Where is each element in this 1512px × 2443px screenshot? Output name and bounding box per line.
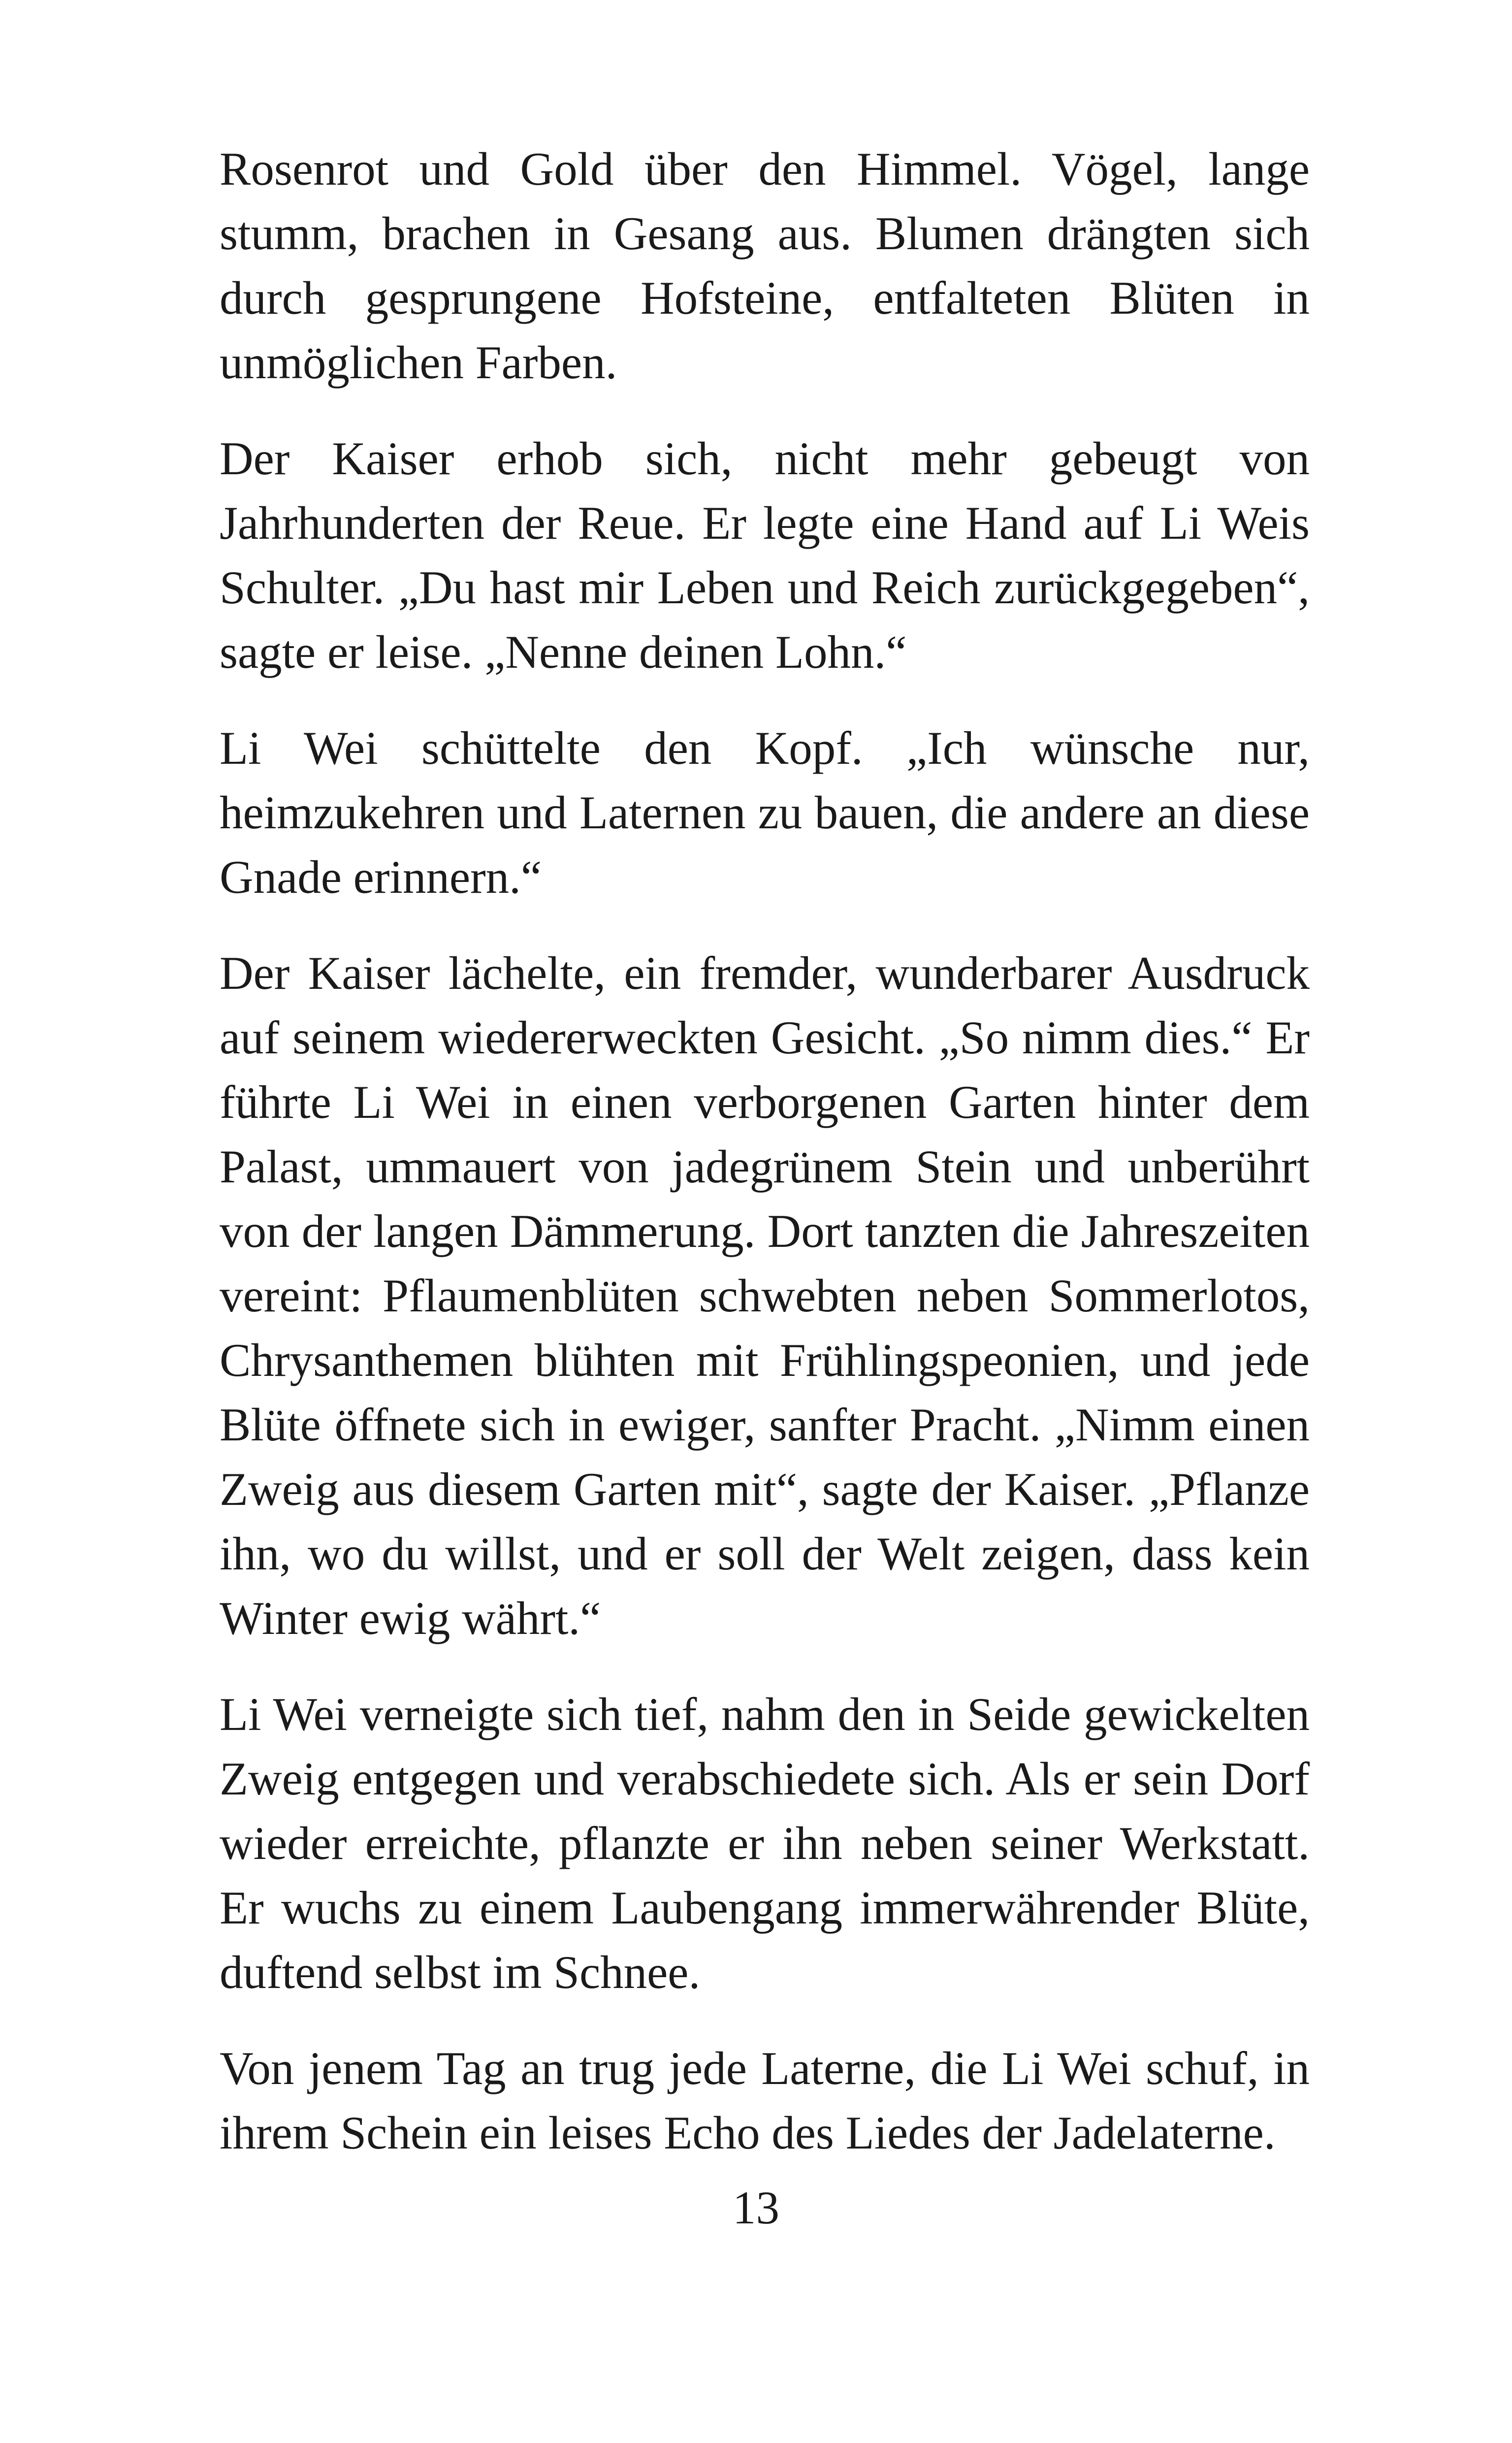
paragraph-4: Der Kaiser lächelte, ein fremder, wunderbarer Ausdruck auf seinem wiedererweckten Gesicht. „So nimm dies.“ Er führte Li Wei in einen verborgenen Garten hinter dem Palast, ummauert von jadegrünem Stein und unberührt von der langen Dämmerung. Dort tanzten die Jahreszeiten vereint: Pflaumenblüten schwebten neben Sommerlotos, Chrysanthemen blühten mit Frühlingspeonien, und jede Blüte öffnete sich in ewiger, sanfter Pracht. „Nimm einen Zweig aus diesem Garten mit“, sagte der Kaiser. „Pflanze ihn, wo du willst, und er soll der Welt zeigen, dass kein Winter ewig währt.“: [220, 947, 1310, 1644]
page-number: 13: [733, 2182, 779, 2234]
paragraph-1: Rosenrot und Gold über den Himmel. Vögel, lange stumm, brachen in Gesang aus. Blumen drängten sich durch gesprungene Hofsteine, entfalteten Blüten in unmöglichen Farben.: [220, 143, 1310, 389]
paragraph-6: Von jenem Tag an trug jede Laterne, die Li Wei schuf, in ihrem Schein ein leises Echo des Liedes der Jadelaterne.: [220, 2042, 1310, 2159]
paragraph-3: Li Wei schüttelte den Kopf. „Ich wünsche nur, heimzukehren und Laternen zu bauen, die andere an diese Gnade erinnern.“: [220, 722, 1310, 903]
paragraph-2: Der Kaiser erhob sich, nicht mehr gebeugt von Jahrhunderten der Reue. Er legte eine Hand auf Li Weis Schulter. „Du hast mir Leben und Reich zurückgegeben“, sagte er leise. „Nenne deinen Lohn.“: [220, 432, 1310, 678]
paragraph-5: Li Wei verneigte sich tief, nahm den in Seide gewickelten Zweig entgegen und verabschiedete sich. Als er sein Dorf wieder erreichte, pflanzte er ihn neben seiner Werkstatt. Er wuchs zu einem Laubengang immerwährender Blüte, duftend selbst im Schnee.: [220, 1688, 1310, 1998]
body-text: [220, 137, 1310, 2197]
